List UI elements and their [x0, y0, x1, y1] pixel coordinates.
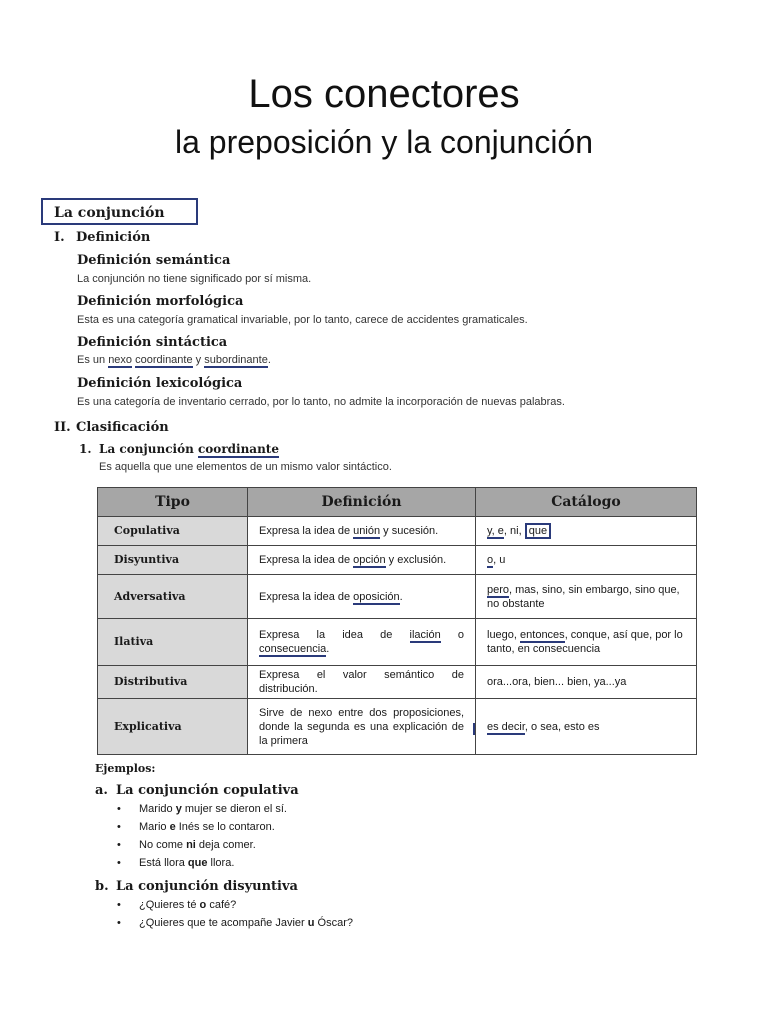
table-row: [98, 517, 697, 546]
cell-tipo: Disyuntiva: [98, 546, 248, 575]
cell-tipo: Explicativa: [98, 699, 248, 755]
list-item: • No come ni deja comer.: [117, 839, 256, 851]
cell-definicion: Sirve de nexo entre dos proposiciones, donde la segunda es una explicación de la primera: [248, 699, 476, 755]
text-lexicologica: Es una categoría de inventario cerrado, por lo tanto, no admite la incorporación de nuevas palabras.: [77, 396, 565, 408]
cell-catalogo: luego, entonces, conque, así que, por lo tanto, en consecuencia: [476, 619, 697, 666]
header-catalogo: Catálogo: [476, 488, 697, 517]
heading-ejemplo-a: a. La conjunción copulativa: [95, 783, 299, 798]
section-title: La conjunción: [41, 198, 198, 225]
cell-catalogo: pero, mas, sino, sin embargo, sino que, no obstante: [476, 575, 697, 619]
heading-ejemplo-b: b. La conjunción disyuntiva: [95, 879, 298, 894]
list-item: • ¿Quieres que te acompañe Javier u Óscar?: [117, 917, 354, 929]
heading-coordinante: 1. La conjunción coordinante: [79, 442, 279, 456]
cell-tipo: Ilativa: [98, 619, 248, 666]
underlined-subordinante: subordinante: [204, 354, 268, 366]
list-item: • Está llora que llora.: [117, 857, 235, 869]
page-subtitle: la preposición y la conjunción: [174, 124, 594, 160]
table-row: [98, 699, 697, 755]
examples-label: Ejemplos:: [95, 762, 156, 775]
boxed-que: que: [525, 523, 551, 539]
list-ejemplo-b: [117, 896, 353, 932]
heading-morfologica: Definición morfológica: [77, 294, 244, 309]
cell-tipo: Copulativa: [98, 517, 248, 546]
cell-catalogo: y, e, ni, que: [476, 517, 697, 546]
heading-definicion: I. Definición: [54, 230, 151, 245]
table-row: [98, 666, 697, 699]
text-morfologica: Esta es una categoría gramatical invariable, por lo tanto, carece de accidentes gramaticales.: [77, 314, 528, 326]
cell-catalogo: ora...ora, bien... bien, ya...ya: [476, 666, 697, 699]
cell-definicion: Expresa el valor semántico de distribución.: [248, 666, 476, 699]
heading-lexicologica: Definición lexicológica: [77, 376, 243, 391]
list-ejemplo-a: [117, 800, 287, 872]
heading-clasificacion: II. Clasificación: [54, 420, 169, 435]
underlined-coordinante-heading: coordinante: [198, 442, 279, 456]
cell-definicion: Expresa la idea de ilación o consecuencia.: [248, 619, 476, 666]
table-row: [98, 546, 697, 575]
conjunction-table: [97, 487, 697, 755]
underlined-nexo: nexo: [108, 354, 133, 366]
list-item: • ¿Quieres té o café?: [117, 899, 237, 911]
pen-mark: [473, 723, 475, 735]
text-semantica: La conjunción no tiene significado por sí misma.: [77, 273, 312, 285]
underlined-coordinante: coordinante: [135, 354, 193, 366]
header-tipo: Tipo: [98, 488, 248, 517]
cell-tipo: Distributiva: [98, 666, 248, 699]
header-definicion: Definición: [248, 488, 476, 517]
list-item: • Mario e Inés se lo contaron.: [117, 821, 275, 833]
heading-sintactica: Definición sintáctica: [77, 335, 228, 350]
table-row: [98, 619, 697, 666]
cell-definicion: Expresa la idea de opción y exclusión.: [248, 546, 476, 575]
table-row: [98, 575, 697, 619]
text-sintactica: Es un nexo coordinante y subordinante.: [77, 354, 271, 366]
cell-definicion: Expresa la idea de unión y sucesión.: [248, 517, 476, 546]
list-item: • Marido y mujer se dieron el sí.: [117, 803, 287, 815]
cell-catalogo: es decir, o sea, esto es: [476, 699, 697, 755]
page-title: Los conectores: [248, 72, 520, 116]
table-header-row: [98, 488, 697, 517]
cell-tipo: Adversativa: [98, 575, 248, 619]
heading-semantica: Definición semántica: [77, 253, 231, 268]
cell-catalogo: o, u: [476, 546, 697, 575]
cell-definicion: Expresa la idea de oposición.: [248, 575, 476, 619]
text-coordinante: Es aquella que une elementos de un mismo valor sintáctico.: [99, 461, 392, 473]
